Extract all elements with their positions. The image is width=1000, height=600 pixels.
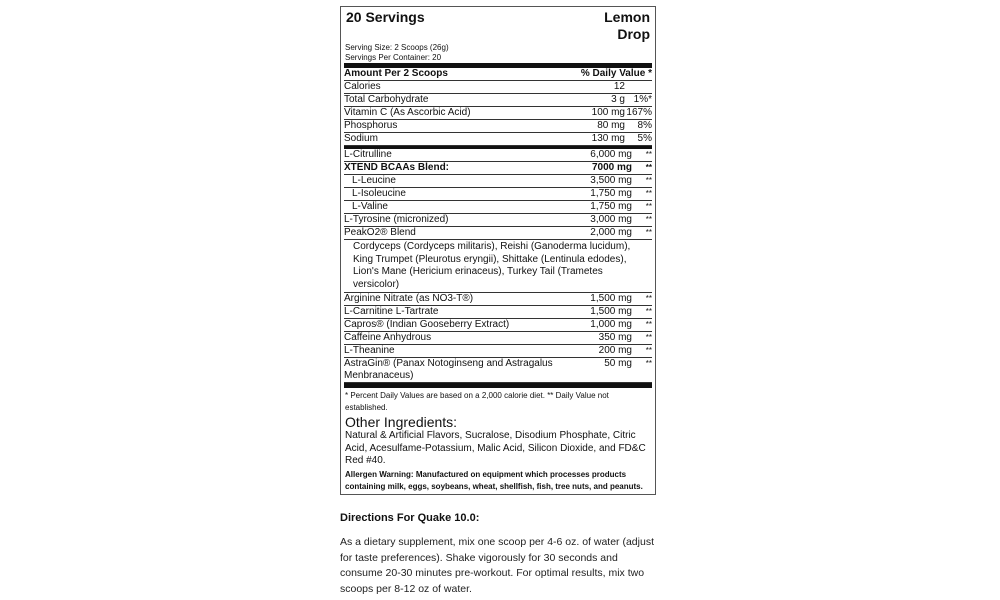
ingredient-name: L-Valine [352,201,388,212]
ingredient-name: PeakO2® Blend [344,227,416,238]
daily-value-marker: ** [645,189,652,198]
ingredient-amount: 3 g [611,94,625,105]
ingredient-name: Calories [344,81,381,92]
ingredient-row [344,345,652,358]
ingredient-name: L-Citrulline [344,149,392,160]
ingredient-row [344,149,652,162]
daily-value-marker: ** [645,333,652,342]
ingredient-row [344,214,652,227]
servings-per-container: Servings Per Container: 20 [345,53,442,62]
ingredient-name: L-Carnitine L-Tartrate [344,306,439,317]
ingredient-row [344,188,652,201]
serving-size: Serving Size: 2 Scoops (26g) [345,43,449,52]
ingredient-amount: 130 mg [591,133,625,144]
ingredient-row [344,319,652,332]
ingredient-row [344,81,652,94]
other-ingredients-text: Natural & Artificial Flavors, Sucralose, Disodium Phosphate, Citric Acid, Acesulfame-Potassium, Malic Acid, Silicon Dioxide, and FD&C Red #40. [345,430,646,466]
nutrients-table [344,81,652,146]
ingredient-row [344,332,652,345]
peak-o2-contents: Cordyceps (Cordyceps militaris), Reishi (Ganoderma lucidum), King Trumpet (Pleurotus eryngii), Shittake (Lentinula edodes), Lion's Mane (Hericium erinaceus), Turkey Tail (Trametes versicolor) [344,240,652,293]
ingredient-name: XTEND BCAAs Blend: [344,162,450,173]
ingredient-row [344,162,652,175]
daily-value-marker: ** [645,202,652,211]
ingredient-name: Sodium [344,133,378,144]
ingredient-row [344,107,652,120]
column-header-row [344,68,652,81]
ingredient-amount: 100 mg [591,107,625,118]
ingredient-name: Total Carbohydrate [344,94,429,105]
label-header [344,7,652,43]
ingredient-amount: 7000 mg [591,162,632,173]
ingredient-amount: 3,500 mg [590,175,632,186]
ingredient-name: Caffeine Anhydrous [344,332,432,343]
daily-value-marker: ** [645,150,652,159]
ingredient-row [344,306,652,319]
daily-value-marker: ** [645,359,652,368]
ingredient-amount: 2,000 mg [590,227,632,238]
daily-value: 167% [626,107,652,118]
ingredient-row [344,201,652,214]
more-ingredients-table [344,293,652,383]
ingredient-amount: 50 mg [604,358,632,369]
ingredient-name: L-Leucine [352,175,396,186]
daily-value-marker: ** [645,228,652,237]
ingredient-row [344,358,652,383]
ingredient-amount: 80 mg [597,120,625,131]
ingredient-row [344,133,652,146]
blend-table [344,149,652,240]
daily-value-marker: ** [645,320,652,329]
daily-value-marker: ** [645,215,652,224]
ingredient-amount: 200 mg [598,345,632,356]
daily-value-marker: ** [645,294,652,303]
ingredient-name: L-Theanine [344,345,395,356]
ingredient-amount: 6,000 mg [590,149,632,160]
ingredient-amount: 1,750 mg [590,201,632,212]
ingredient-amount: 1,500 mg [590,306,632,317]
servings-title: 20 Servings [346,9,425,25]
ingredient-name: AstraGin® (Panax Notoginseng and Astragalus Menbranaceus) [344,358,553,381]
ingredient-name: Vitamin C (As Ascorbic Acid) [344,107,471,118]
daily-value: 8% [637,120,652,131]
ingredient-name: L-Isoleucine [352,188,406,199]
ingredient-amount: 3,000 mg [590,214,632,225]
ingredient-amount: 12 [613,81,625,92]
directions-title: Directions For Quake 10.0: [340,512,480,524]
daily-value-marker: ** [645,163,652,172]
ingredient-amount: 1,750 mg [590,188,632,199]
footnote: * Percent Daily Values are based on a 2,000 calorie diet. ** Daily Value not established. [345,391,609,412]
ingredient-amount: 350 mg [598,332,632,343]
supplement-facts-label [340,6,656,495]
ingredient-row [344,120,652,133]
other-ingredients-title: Other Ingredients: [345,414,458,430]
daily-value: 1%* [633,94,652,105]
ingredient-row [344,293,652,306]
ingredient-name: L-Tyrosine (micronized) [344,214,449,225]
ingredient-row [344,227,652,240]
ingredient-amount: 1,000 mg [590,319,632,330]
ingredient-amount: 1,500 mg [590,293,632,304]
amount-header: Amount Per 2 Scoops [344,68,448,79]
daily-value-header: % Daily Value * [580,68,652,79]
ingredient-name: Phosphorus [344,120,398,131]
daily-value-marker: ** [645,346,652,355]
ingredient-name: Capros® (Indian Gooseberry Extract) [344,319,510,330]
ingredient-name: Arginine Nitrate (as NO3-T®) [344,293,474,304]
directions-text: As a dietary supplement, mix one scoop per 4-6 oz. of water (adjust for taste preferences). Shake vigorously for 30 seconds and consume 20-30 minutes pre-workout. For optimal results, mix two scoops per 8-12 oz of water. [340,536,654,595]
daily-value: 5% [637,133,652,144]
flavor-name: Lemon Drop [604,9,650,42]
allergen-warning: Allergen Warning: Manufactured on equipment which processes products containing milk, eggs, soybeans, wheat, shellfish, fish, tree nuts, and peanuts. [345,469,643,491]
ingredient-row [344,94,652,107]
daily-value-marker: ** [645,307,652,316]
daily-value-marker: ** [645,176,652,185]
ingredient-row [344,175,652,188]
